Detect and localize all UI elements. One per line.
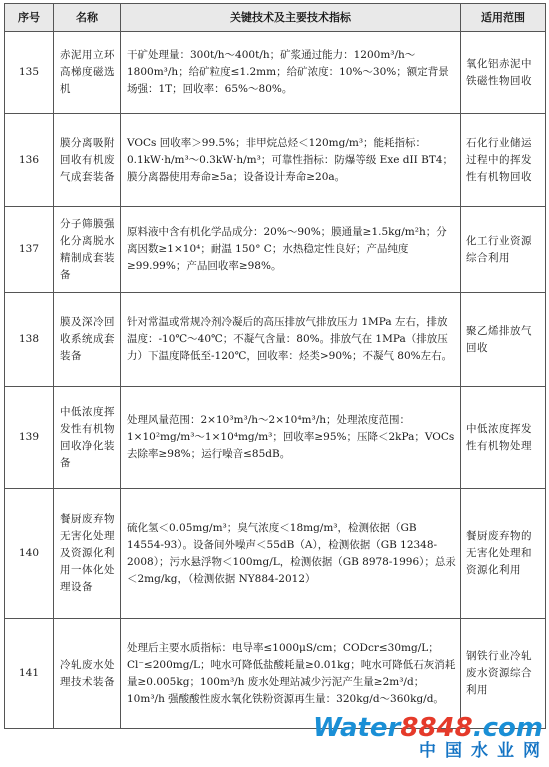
row-equipment-name: 冷轧废水处理技术装备 (54, 619, 121, 729)
row-equipment-name: 分子筛膜强化分离脱水精制成套装备 (54, 207, 121, 293)
table-row (5, 619, 546, 729)
table-header-row (5, 4, 546, 32)
table-row (5, 293, 546, 387)
header-scope: 适用范围 (461, 4, 546, 32)
row-number: 141 (5, 619, 54, 729)
header-tech: 关键技术及主要技术指标 (121, 4, 461, 32)
row-scope: 石化行业储运过程中的挥发性有机物回收 (461, 114, 546, 207)
header-name: 名称 (54, 4, 121, 32)
row-number: 139 (5, 387, 54, 489)
table-row (5, 489, 546, 619)
row-number: 136 (5, 114, 54, 207)
row-equipment-name: 赤泥用立环高梯度磁选机 (54, 32, 121, 114)
row-number: 137 (5, 207, 54, 293)
row-tech-specs: 处理后主要水质指标：电导率≤1000μS/cm；CODcr≤30mg/L；Cl⁻≤200mg/L；吨水可降低盐酸耗量≥0.01kg；吨水可降低石灰消耗量≥0.005kg；100m³/h 废水处理站减少污泥产生量≥2m³/d；10m³/h 强酸酸性废水氧化铁粉资源再生量：320kg/d～360kg/d。 (121, 619, 461, 729)
watermark-logo: Water8848.com (313, 713, 543, 743)
watermark-caption: 中国水业网 (419, 741, 549, 761)
tech-catalog-table (4, 3, 546, 729)
row-number: 138 (5, 293, 54, 387)
table-row (5, 387, 546, 489)
row-tech-specs: 硫化氢＜0.05mg/m³；臭气浓度＜18mg/m³，检测依据（GB 14554-93）。设备间外噪声＜55dB（A），检测依据（GB 12348-2008）；污水悬浮物＜100mg/L，检测依据（GB 8978-1996）；总汞＜2mg/kg，（检测依据 NY884-2012） (121, 489, 461, 619)
table-row (5, 114, 546, 207)
row-scope: 聚乙烯排放气回收 (461, 293, 546, 387)
row-scope: 中低浓度挥发性有机物处理 (461, 387, 546, 489)
row-number: 140 (5, 489, 54, 619)
row-number: 135 (5, 32, 54, 114)
row-tech-specs: 原料液中含有机化学品成分：20%～90%；膜通量≥1.5kg/m²h；分离因数≥1×10⁴；耐温 150° C；水热稳定性良好；产品纯度≥99.99%；产品回收率≥98%。 (121, 207, 461, 293)
row-tech-specs: 处理风量范围：2×10³m³/h～2×10⁴m³/h；处理浓度范围：1×10²mg/m³～1×10⁴mg/m³；回收率≥95%；压降＜2kPa；VOCs 去除率≥98%；运行噪音≤85dB。 (121, 387, 461, 489)
row-scope: 化工行业资源综合利用 (461, 207, 546, 293)
row-tech-specs: 干矿处理量：300t/h～400t/h；矿浆通过能力：1200m³/h～1800m³/h；给矿粒度≤1.2mm；给矿浓度：10%～30%；额定背景场强：1T；回收率：65%～80%。 (121, 32, 461, 114)
row-scope: 钢铁行业冷轧废水资源综合利用 (461, 619, 546, 729)
row-tech-specs: 针对常温或常规冷剂冷凝后的高压排放气排放压力 1MPa 左右，排放温度：-10℃～40℃；不凝气含量：80%。排放气在 1MPa（排放压力）下温度降低至-120℃，回收率：烃类>90%；不凝气 80%左右。 (121, 293, 461, 387)
row-equipment-name: 中低浓度挥发性有机物回收净化装备 (54, 387, 121, 489)
table-row (5, 32, 546, 114)
row-equipment-name: 膜及深冷回收系统成套装备 (54, 293, 121, 387)
table-row (5, 207, 546, 293)
row-scope: 氧化铝赤泥中铁磁性物回收 (461, 32, 546, 114)
row-scope: 餐厨废弃物的无害化处理和资源化利用 (461, 489, 546, 619)
header-num: 序号 (5, 4, 54, 32)
row-equipment-name: 餐厨废弃物无害化处理及资源化利用一体化处理设备 (54, 489, 121, 619)
row-tech-specs: VOCs 回收率＞99.5%；非甲烷总烃＜120mg/m³；能耗指标：0.1kW·h/m³～0.3kW·h/m³；可靠性指标：防爆等级 Exe dII BT4；膜分离器使用寿命≥5a；设备设计寿命≥20a。 (121, 114, 461, 207)
row-equipment-name: 膜分离吸附回收有机废气成套装备 (54, 114, 121, 207)
